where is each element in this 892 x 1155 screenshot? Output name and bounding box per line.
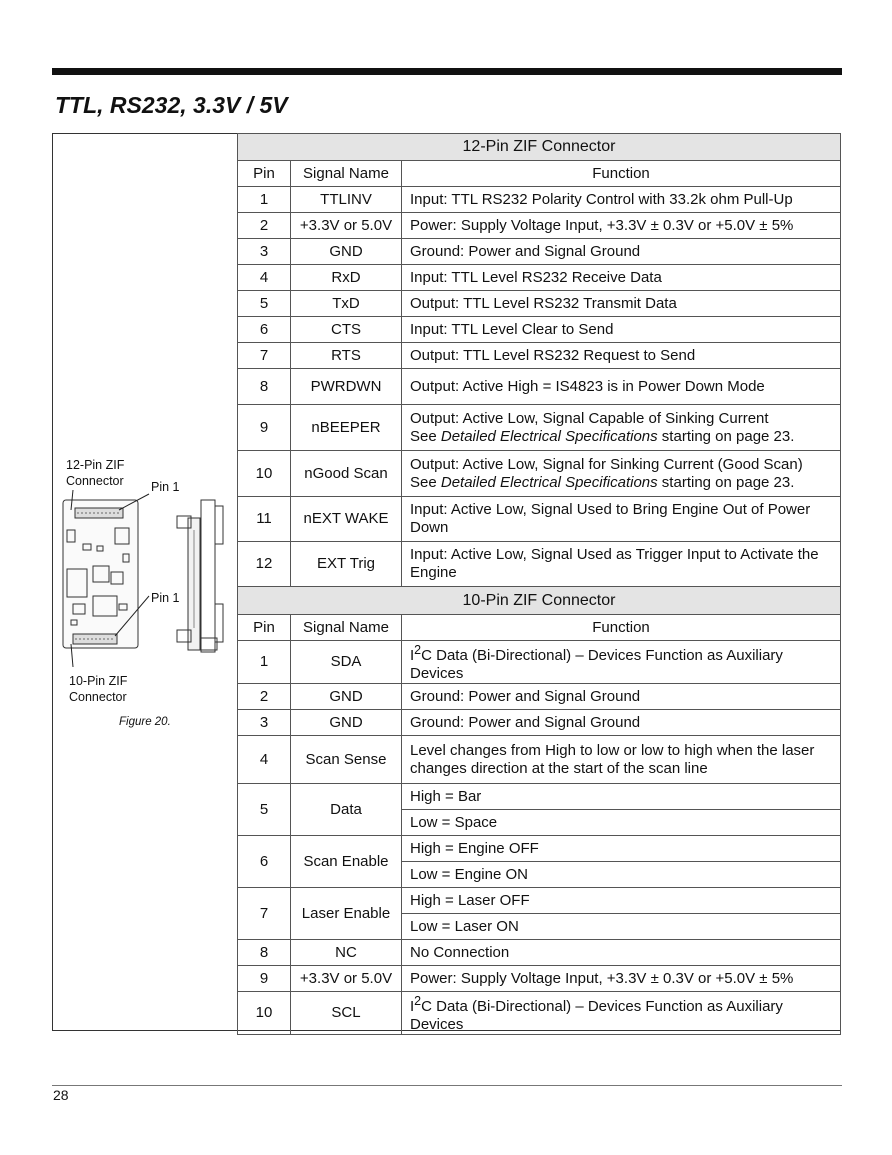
- function-high-cell: High = Laser OFF: [402, 888, 841, 914]
- function-text: Output: TTL Level RS232 Request to Send: [410, 346, 696, 364]
- signal-name-cell: Scan Enable: [291, 836, 402, 888]
- function-cell: [402, 187, 841, 213]
- table-row: [238, 451, 841, 497]
- figure-caption: Figure 20.: [119, 716, 171, 728]
- column-header-signal-name: Signal Name: [291, 615, 402, 641]
- table-row: [238, 497, 841, 542]
- function-cell: [402, 736, 841, 784]
- function-cell: [402, 343, 841, 369]
- function-cell: [402, 966, 841, 992]
- table-row: [238, 710, 841, 736]
- pin-cell: 2: [238, 213, 291, 239]
- function-text: Power: Supply Voltage Input, +3.3V ± 0.3V or +5.0V ± 5%: [410, 216, 794, 234]
- function-text: No Connection: [410, 943, 510, 961]
- function-cell: [402, 451, 841, 497]
- pin-cell: 3: [238, 239, 291, 265]
- function-text: Input: Active Low, Signal Used as Trigger Input to Activate the Engine: [410, 546, 819, 581]
- label-10pin-line2: Connector: [69, 690, 127, 704]
- i2c-prefix: I: [410, 998, 415, 1015]
- function-text: C Data (Bi-Directional) – Devices Function as Auxiliary Devices: [410, 998, 783, 1033]
- table-row: [238, 369, 841, 405]
- signal-name-cell: nEXT WAKE: [291, 497, 402, 542]
- pin-cell: 6: [238, 317, 291, 343]
- section-header-row: [238, 134, 841, 161]
- signal-name-cell: GND: [291, 710, 402, 736]
- signal-name-cell: nGood Scan: [291, 451, 402, 497]
- signal-name-cell: SCL: [291, 992, 402, 1035]
- see-reference: [410, 474, 832, 492]
- table-row: [238, 992, 841, 1035]
- engine-board-diagram: [53, 134, 237, 694]
- table-row: [238, 684, 841, 710]
- see-prefix: See: [410, 473, 441, 491]
- table-row: [238, 940, 841, 966]
- pin-cell: 1: [238, 641, 291, 684]
- see-reference: [410, 428, 832, 446]
- column-header-pin: Pin: [238, 615, 291, 641]
- pin-cell: 12: [238, 542, 291, 587]
- pin-cell: 7: [238, 343, 291, 369]
- table-row: [238, 405, 841, 451]
- table-row: [238, 966, 841, 992]
- signal-name-cell: +3.3V or 5.0V: [291, 966, 402, 992]
- function-cell: [402, 369, 841, 405]
- pin-cell: 9: [238, 405, 291, 451]
- signal-name-cell: Laser Enable: [291, 888, 402, 940]
- function-text: Power: Supply Voltage Input, +3.3V ± 0.3V or +5.0V ± 5%: [410, 969, 794, 987]
- table-row: [238, 317, 841, 343]
- pin-cell: 4: [238, 736, 291, 784]
- pin-cell: 4: [238, 265, 291, 291]
- function-text: Input: TTL RS232 Polarity Control with 33.2k ohm Pull-Up: [410, 190, 793, 208]
- function-cell: [402, 684, 841, 710]
- function-cell: [402, 992, 841, 1035]
- function-text: Input: TTL Level RS232 Receive Data: [410, 268, 662, 286]
- pin-cell: 5: [238, 291, 291, 317]
- function-text: Output: Active High = IS4823 is in Power Down Mode: [410, 377, 765, 395]
- pin-cell: 8: [238, 940, 291, 966]
- function-text: Output: Active Low, Signal for Sinking Current (Good Scan): [410, 455, 803, 473]
- section-title: 10-Pin ZIF Connector: [238, 587, 841, 615]
- reference-title: Detailed Electrical Specifications: [440, 473, 658, 491]
- function-text: Ground: Power and Signal Ground: [410, 687, 641, 705]
- table-row: [238, 265, 841, 291]
- function-cell: [402, 641, 841, 684]
- function-low-cell: Low = Space: [402, 810, 841, 836]
- function-cell: [402, 405, 841, 451]
- signal-name-cell: PWRDWN: [291, 369, 402, 405]
- function-cell: [402, 542, 841, 587]
- column-header-pin: Pin: [238, 161, 291, 187]
- label-10pin-line1: 10-Pin ZIF: [69, 674, 128, 688]
- function-low-cell: Low = Engine ON: [402, 862, 841, 888]
- page-number: 28: [53, 1087, 69, 1103]
- column-header-function: Function: [402, 615, 841, 641]
- board-side-view: [177, 500, 223, 652]
- table-row: [238, 542, 841, 587]
- pinout-table: [237, 133, 841, 1035]
- label-12pin-line2: Connector: [66, 474, 124, 488]
- figure-20: [53, 134, 237, 1030]
- function-high-cell: High = Engine OFF: [402, 836, 841, 862]
- pinout-panel: [52, 133, 841, 1031]
- function-cell: [402, 291, 841, 317]
- signal-name-cell: +3.3V or 5.0V: [291, 213, 402, 239]
- signal-name-cell: RTS: [291, 343, 402, 369]
- label-pin1-top: Pin 1: [151, 480, 180, 494]
- board-front-view: [63, 490, 149, 667]
- pinout-table-body: [238, 134, 841, 1035]
- table-row: [238, 836, 841, 862]
- table-row: [238, 736, 841, 784]
- table-row: [238, 291, 841, 317]
- function-cell: [402, 710, 841, 736]
- function-cell: [402, 317, 841, 343]
- pin-cell: 11: [238, 497, 291, 542]
- page-title: TTL, RS232, 3.3V / 5V: [55, 92, 288, 118]
- signal-name-cell: Data: [291, 784, 402, 836]
- see-suffix: starting on page 23.: [657, 473, 795, 491]
- column-header-row: [238, 615, 841, 641]
- reference-title: Detailed Electrical Specifications: [440, 427, 658, 445]
- table-row: [238, 187, 841, 213]
- signal-name-cell: nBEEPER: [291, 405, 402, 451]
- function-cell: [402, 239, 841, 265]
- pin-cell: 5: [238, 784, 291, 836]
- table-row: [238, 888, 841, 914]
- function-cell: [402, 940, 841, 966]
- signal-name-cell: NC: [291, 940, 402, 966]
- superscript: 2: [414, 643, 422, 657]
- pin-cell: 2: [238, 684, 291, 710]
- function-text: Ground: Power and Signal Ground: [410, 242, 641, 260]
- column-header-function: Function: [402, 161, 841, 187]
- function-cell: [402, 265, 841, 291]
- pin-cell: 9: [238, 966, 291, 992]
- pin-cell: 6: [238, 836, 291, 888]
- column-header-signal-name: Signal Name: [291, 161, 402, 187]
- pin-cell: 8: [238, 369, 291, 405]
- pin-cell: 3: [238, 710, 291, 736]
- function-text: Input: Active Low, Signal Used to Bring Engine Out of Power Down: [410, 501, 811, 536]
- section-title: 12-Pin ZIF Connector: [238, 134, 841, 161]
- function-cell: [402, 497, 841, 542]
- signal-name-cell: EXT Trig: [291, 542, 402, 587]
- function-text: Input: TTL Level Clear to Send: [410, 320, 614, 338]
- function-text: Output: TTL Level RS232 Transmit Data: [410, 294, 677, 312]
- signal-name-cell: SDA: [291, 641, 402, 684]
- signal-name-cell: TTLINV: [291, 187, 402, 213]
- table-row: [238, 784, 841, 810]
- superscript: 2: [414, 994, 422, 1008]
- table-row: [238, 213, 841, 239]
- pin-cell: 10: [238, 992, 291, 1035]
- see-suffix: starting on page 23.: [657, 427, 795, 445]
- signal-name-cell: CTS: [291, 317, 402, 343]
- signal-name-cell: Scan Sense: [291, 736, 402, 784]
- label-pin1-bottom: Pin 1: [151, 591, 180, 605]
- table-row: [238, 239, 841, 265]
- function-text: Output: Active Low, Signal Capable of Sinking Current: [410, 409, 769, 427]
- label-12pin-line1: 12-Pin ZIF: [66, 458, 125, 472]
- function-cell: [402, 213, 841, 239]
- i2c-prefix: I: [410, 647, 415, 664]
- signal-name-cell: RxD: [291, 265, 402, 291]
- table-row: [238, 343, 841, 369]
- table-row: [238, 641, 841, 684]
- signal-name-cell: TxD: [291, 291, 402, 317]
- pin-cell: 1: [238, 187, 291, 213]
- see-prefix: See: [410, 427, 441, 445]
- pin-cell: 7: [238, 888, 291, 940]
- function-text: C Data (Bi-Directional) – Devices Function as Auxiliary Devices: [410, 647, 783, 682]
- signal-name-cell: GND: [291, 239, 402, 265]
- function-low-cell: Low = Laser ON: [402, 914, 841, 940]
- signal-name-cell: GND: [291, 684, 402, 710]
- function-high-cell: High = Bar: [402, 784, 841, 810]
- function-text: Level changes from High to low or low to high when the laser changes direction at the start of the scan line: [410, 741, 815, 777]
- section-header-row: [238, 587, 841, 615]
- top-rule: [52, 68, 842, 75]
- column-header-row: [238, 161, 841, 187]
- pin-cell: 10: [238, 451, 291, 497]
- function-text: Ground: Power and Signal Ground: [410, 713, 641, 731]
- footer-rule: [52, 1085, 842, 1086]
